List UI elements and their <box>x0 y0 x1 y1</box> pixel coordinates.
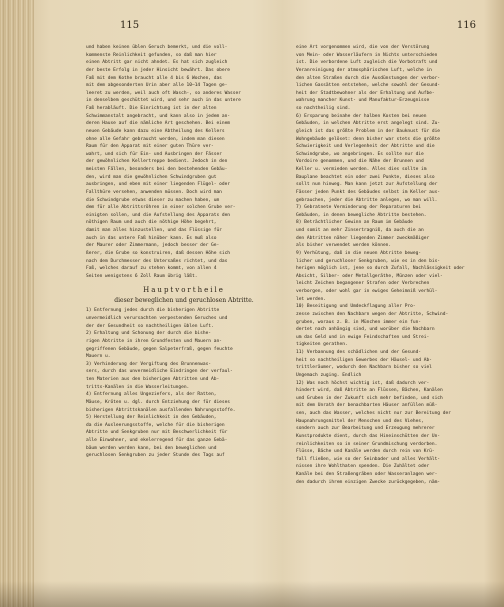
text-line: da die Ausleerungsstoffe, welche für die bisherigen <box>86 422 225 428</box>
text-line: Mauern u. <box>86 354 111 360</box>
text-line: let werden. <box>296 296 326 302</box>
text-line: Gebäuden, in denen bewegliche Abtritte bestehen. <box>296 212 427 218</box>
text-line: 8) Beträchtlicher Gewinn an Raum im Gebäude <box>296 220 413 226</box>
text-line: deren Hause auf die nämliche Art geschehen. Bei einem <box>86 121 231 127</box>
text-line: Fallthüre versehen, anwenden müssen. Doch wird man <box>86 189 222 195</box>
text-line: dem für alle Abtrittsröhren in einer solchen Grube ver- <box>86 205 236 211</box>
text-line: Kanäle bei den Straßengräben oder Wasseranlagen wer- <box>296 472 438 477</box>
text-line: Schwindgrube, wo angebringen. Es sollte nur die <box>296 151 424 157</box>
text-line: der beste Erfolg in jeder Hinsicht bewährt. Das obere <box>86 67 231 73</box>
text-line: neuen Gebäude kann dazu eine Abtheilung des Kellers <box>86 128 225 134</box>
left-page-text-bottom <box>86 307 282 460</box>
text-line: unvermeidlich verursachten verpestenden Geruches und <box>86 316 228 321</box>
text-line: und haben keinen üblen Geruch bemerkt, und die voll- <box>86 45 228 50</box>
text-line: auch in das untere Faß hinüber kann. Es muß also <box>86 235 217 241</box>
text-line: einen Abtritt gar nicht ahndet. Es hat sich zugleich <box>86 60 228 66</box>
text-line: als bisher verwendet werden können. <box>296 243 392 249</box>
text-line: reinlichkeiten so in seiner Grundmischung verdorben. <box>296 441 438 447</box>
text-line: 5) Herstellung der Reinlichkeit in den Gebäuden, <box>86 415 217 421</box>
text-line: Gebäuden, in welchen Abtritte erst angelegt sind. Zu- <box>296 121 441 127</box>
text-line: sollt nun hinweg. Man kann jetzt zur Aufstellung der <box>296 182 438 188</box>
text-line: ten Materien aus den bisherigen Abtritten und Ab- <box>86 377 220 382</box>
left-page-number: 115 <box>120 20 140 31</box>
text-line: heit so nachtheiligen Gewerbes der Häusel- und Ab- <box>296 357 432 363</box>
text-line: so nachtheilig sind. <box>296 106 351 111</box>
text-line: trittleräumer, wodurch den Nachbarn bisher so viel <box>296 365 432 371</box>
text-line: Bauplane beachtet ein oder zwei Punkte, dieses also <box>296 174 435 180</box>
text-line: der Maurer oder Zimmermann, jedoch besser der Ge- <box>86 243 220 249</box>
text-line: damit man alles hinzustellen, und das Flüssige für <box>86 228 222 233</box>
text-line: 12) Was noch höchst wichtig ist, daß dadurch ver- <box>296 380 430 386</box>
text-line: gegriffenen Gebäude, gegen Salpeterfraß, gegen feuchte <box>86 346 233 352</box>
text-line: und somit an mehr Zinsertragniß, da auch die an <box>296 228 424 233</box>
text-line: gebrauchen, jeder die Abtritte anlegen, wo man will. <box>296 197 438 203</box>
text-line: nöthigen Raum und auch die nöthige Höhe begehrt, <box>86 220 217 226</box>
text-line: der gewöhnlichen Kellertreppe bedient. Jedoch in den <box>86 159 228 165</box>
text-line: Vordoire genommen, und die Nähe der Brunnen und <box>296 159 424 165</box>
text-line: 6) Ersparung beinahe der halben Kosten bei neuen <box>296 113 427 119</box>
text-line: Schwimmanstalt angebracht, und kann also in jedem an- <box>86 113 231 119</box>
text-line: 7) Gebratnete Verminderung der Reparaturen bei <box>296 205 422 211</box>
text-line: 11) Verbannung des schädlichen und der Gesund- <box>296 350 422 355</box>
text-line: sondern auch zur Bearbeitung und Erzeugung mehrerer <box>296 426 435 432</box>
section-subheading: dieser beweglichen und geruchlosen Abtritte. <box>114 297 254 305</box>
text-line: Ungemach zuging. Endlich <box>296 372 362 378</box>
text-line: von Mein- oder Wasserläufern in Nichts unterschieden <box>296 52 438 58</box>
text-line: Raum für den Apparat mit einer guten Thüre ver- <box>86 144 214 150</box>
text-line: meisten Fällen, besonders bei den bestehenden Gebäu- <box>86 167 228 172</box>
text-line: gruben, woraus z. B. in München immer ein fun- <box>296 319 422 325</box>
text-line: Abtritte und Senkgruben nur mit Beschwerlichkeit für <box>86 430 228 436</box>
right-page-text <box>296 44 474 486</box>
right-page <box>296 20 476 486</box>
text-line: herigen möglich ist, jene so durch Zufall, Nachlässigkeit oder <box>296 266 465 272</box>
text-line: ßerer, die Grube so konstruiren, daß dessen Höhe sich <box>86 250 231 256</box>
text-line: Faß herabläuft. Die Einrichtung ist in der alten <box>86 106 217 111</box>
text-line: Faß mit dem Kothe braucht alle 4 bis 6 Wochen, das <box>86 75 222 81</box>
text-line: verborgen, oder wohl gar in ewiges Geheimniß verhül- <box>296 289 438 294</box>
text-line: mit dem Unrath der benachbarten Häuser anfüllen müß- <box>296 403 438 409</box>
text-line: Mäuse, Kröten u. dgl. durch Entziehung der für dieses <box>86 399 231 405</box>
text-line: zesse zwischen den Nachbarn wegen der Abtritte, Schwind- <box>296 311 449 317</box>
text-line: leeret zu werden, weil auch oft Wasch-, so anderes Wasser <box>86 90 241 96</box>
text-line: mit dem abgesonderten Urin aber alle 10—14 Tagen ge- <box>86 83 228 89</box>
text-line: ohne alle Gefahr gebraucht werden, indem man diesen <box>86 136 225 142</box>
text-line: um das Geld und in ewige Feindschaften und Strei- <box>296 334 430 340</box>
text-line: Fässer jeden Punkt des Gebäudes selbst im Keller aus- <box>296 189 441 195</box>
text-line: der der Gesundheit so nachtheiligen üblen Luft. <box>86 323 214 329</box>
text-line: nach dem Durchmesser des Untersaßes richtet, und das <box>86 258 228 264</box>
text-line: Seiten wenigstens 6 Zoll Raum übrig läßt. <box>86 273 198 279</box>
text-line: Veranreinigung der atmosphärischen Luft, welche in <box>296 67 432 73</box>
text-line: 1) Entfernung jedes durch die bisherigen Abtritte <box>86 308 220 314</box>
text-line: 4) Entfernung alles Ungeziefers, als der Ratten, <box>86 392 217 398</box>
bottom-shadow <box>0 581 504 607</box>
text-line: den, wird man die gewöhnlichen Schwindgruben gut <box>86 174 217 180</box>
text-line: nissen ihre Wohlthaten spenden. Die Zuhältet oder <box>296 464 430 470</box>
left-page <box>86 20 282 460</box>
text-line: bisherigen Abtrittskanälen ausfallenden Nahrungsstoffe. <box>86 407 236 413</box>
text-line: tritts-Kanälen in die Wasserleitungen. <box>86 384 190 390</box>
text-line: heit der Stadtbewohner als der Erhaltung und Aufbe- <box>296 90 435 96</box>
text-line: leicht Zeichen begangener Strafen oder Verbrechen <box>296 281 430 287</box>
text-line: den alten Straßen durch die Ausdünstungen der verbor- <box>296 75 441 81</box>
text-line: ist. Die verbordene Luft zugleich die Vorbotraft und <box>296 60 438 66</box>
text-line: die Schwindgrube etwas dieser zu machen haben, um <box>86 197 220 203</box>
text-line: 10) Beseitigung und Umdeckflagung aller Pro- <box>296 304 416 310</box>
text-line: Faß, welches darauf zu stehen kommt, von allen 4 <box>86 266 217 272</box>
section-heading: Hauptvortheile <box>143 286 225 295</box>
text-line: 9) Verhütung, daß in die neuen Abtritte beweg- <box>296 250 422 256</box>
text-line: fall fließen, wie so der Seinbader und alles Verhält- <box>296 456 441 462</box>
text-line: 3) Verhinderung der Vergiftung des Brunnenwas- <box>86 361 212 367</box>
text-line: hindert wird, daß Abtritte an Flüssen, Bächen, Kanälen <box>296 388 443 394</box>
text-line: in denselbem geschüttet wird, und sehr auch in das untere <box>86 98 241 104</box>
text-line: eine Art vorgenommen wird, die von der Verstörung <box>296 45 430 50</box>
text-line: dertet nach anhängig sind, und worüber die Nachbarn <box>296 327 435 333</box>
text-line: wahrung mancher Kunst- und Manufaktur-Erzeugnisse <box>296 98 430 104</box>
right-page-number: 116 <box>456 20 476 31</box>
text-line: geruchlosen Senkgruben zu jeder Stunde des Tags auf <box>86 453 225 459</box>
text-line: sen, auch das Wasser, welches nicht nur zur Bereitung der <box>296 411 451 416</box>
text-line: gleich ist das größte Problem in der Bauknust für die <box>296 128 441 134</box>
text-line: wahrt, und sich für Ein- und Ausbringen der Fässer <box>86 151 222 157</box>
text-line: Schwierigkeit und Verlegenheit der Abtritte und die <box>296 144 435 150</box>
text-line: Flüsse, Bäche und Kanäle werden durch rein von Krü- <box>296 449 435 455</box>
text-line: den dadurch ihrem einzigen Zwecke zurückgegeben, näm- <box>296 479 441 485</box>
page-edges <box>0 0 34 607</box>
text-line: einigten sollen, und die Aufstellung des Apparats den <box>86 212 231 218</box>
text-line: Haupnahrungsmittel der Menschen und des Viehes, <box>296 418 424 424</box>
text-line: Absicht, Silber- oder Metallgeräthe, Münzen oder viel- <box>296 273 443 279</box>
text-line: 2) Erhaltung und Schonung der durch die bishe- <box>86 331 212 337</box>
left-page-text-top <box>86 44 282 280</box>
text-line: bäum werden werden kann, bei den beweglichen und <box>86 445 217 451</box>
text-line: tigkeiten gerathen. <box>296 342 348 348</box>
text-line: und Gruben in der Zukunft sich mehr befinden, und sich <box>296 395 443 401</box>
text-line: Kunstprodukte dient, durch das Hineinschütten der Un- <box>296 433 441 439</box>
text-line: den Abtritten näher liegenden Zimmer zweckmäßiger <box>296 235 430 241</box>
text-line: alle Einwohner, und ekelerregend für das ganze Gebä- <box>86 438 228 443</box>
text-line: rigen Abtritte in ihren Grundfesten und Mauern an- <box>86 338 222 344</box>
text-line: Wohngebäude gelöset: denn bisher war stets die größte <box>296 136 441 142</box>
text-line: ausbringen, und eben mit einer liegenden Flügel- oder <box>86 182 231 188</box>
text-line: kommenste Reinlichkeit gefunden, so daß man hier <box>86 52 217 58</box>
text-line: licher und geruchloser Senkgruben, wie es in den bis- <box>296 258 441 264</box>
text-line: Keller u. vermieden werden. Alles dies sollte im <box>296 167 427 172</box>
text-line: lichen Gassätten entstehen, welche sowohl der Gesund- <box>296 83 441 89</box>
text-line: sers, durch das unvermeidliche Eindringen der verfaul- <box>86 369 233 375</box>
